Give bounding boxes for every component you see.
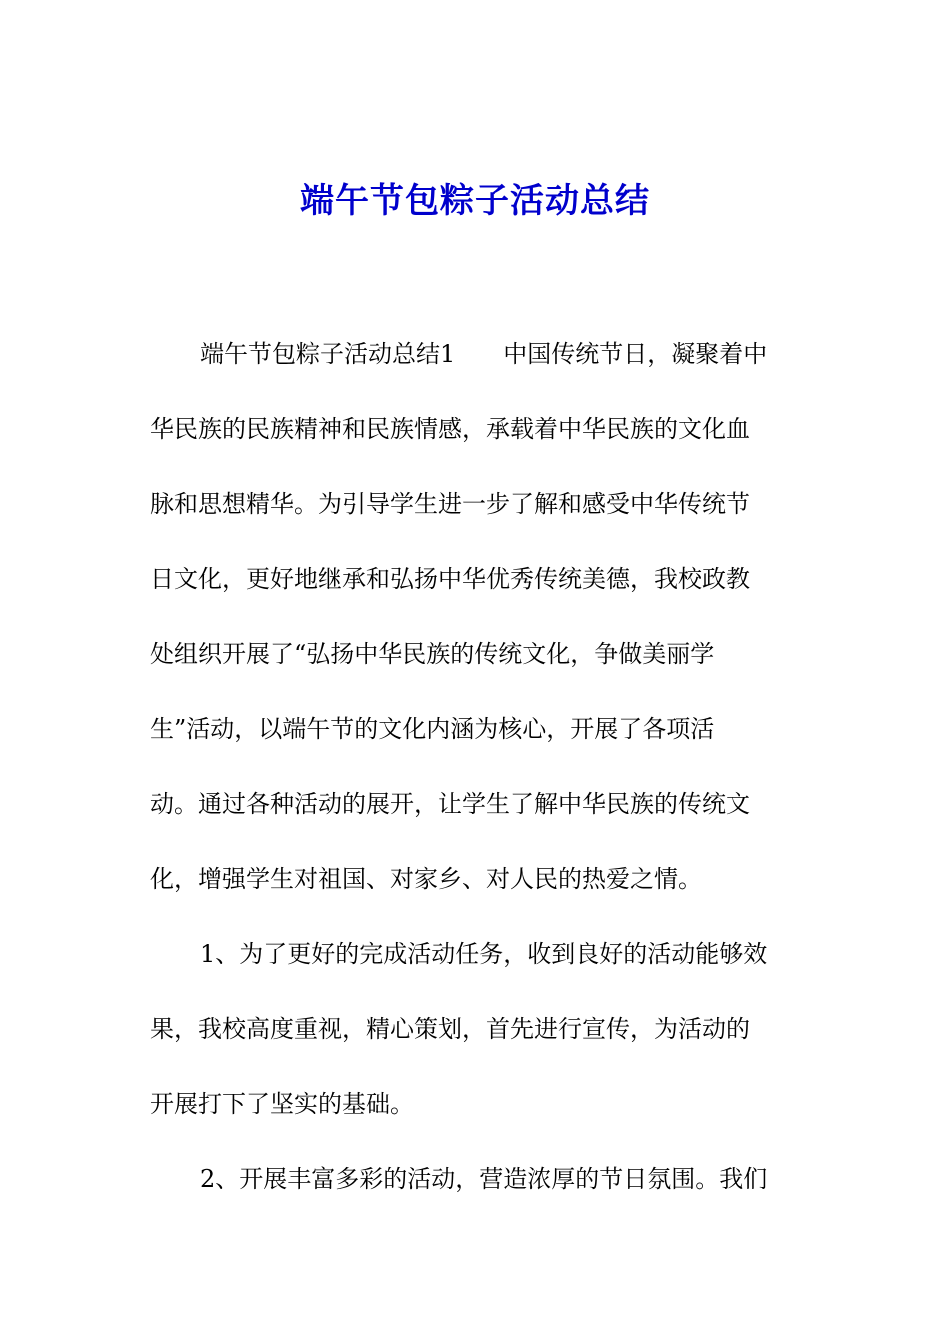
document-body <box>150 326 806 1226</box>
paragraph-line: 果，我校高度重视，精心策划，首先进行宣传，为活动的 <box>150 1015 750 1043</box>
paragraph-line: 动。通过各种活动的展开，让学生了解中华民族的传统文 <box>150 790 750 818</box>
paragraph-line: 华民族的民族精神和民族情感，承载着中华民族的文化血 <box>150 415 750 443</box>
document-title: 端午节包粽子活动总结 <box>300 181 650 221</box>
paragraph-line: 端午节包粽子活动总结1 中国传统节日，凝聚着中 <box>200 340 768 368</box>
paragraph-line: 1、为了更好的完成活动任务，收到良好的活动能够效 <box>200 940 768 968</box>
paragraph-line: 化，增强学生对祖国、对家乡、对人民的热爱之情。 <box>150 865 702 893</box>
paragraph-line: 2、开展丰富多彩的活动，营造浓厚的节日氛围。我们 <box>200 1165 768 1193</box>
paragraph-line: 生”活动，以端午节的文化内涵为核心，开展了各项活 <box>150 715 715 743</box>
paragraph-line: 处组织开展了“弘扬中华民族的传统文化，争做美丽学 <box>150 640 715 668</box>
paragraph-line: 开展打下了坚实的基础。 <box>150 1090 414 1118</box>
paragraph-line: 日文化，更好地继承和弘扬中华优秀传统美德，我校政教 <box>150 565 750 593</box>
paragraph-line: 脉和思想精华。为引导学生进一步了解和感受中华传统节 <box>150 490 750 518</box>
